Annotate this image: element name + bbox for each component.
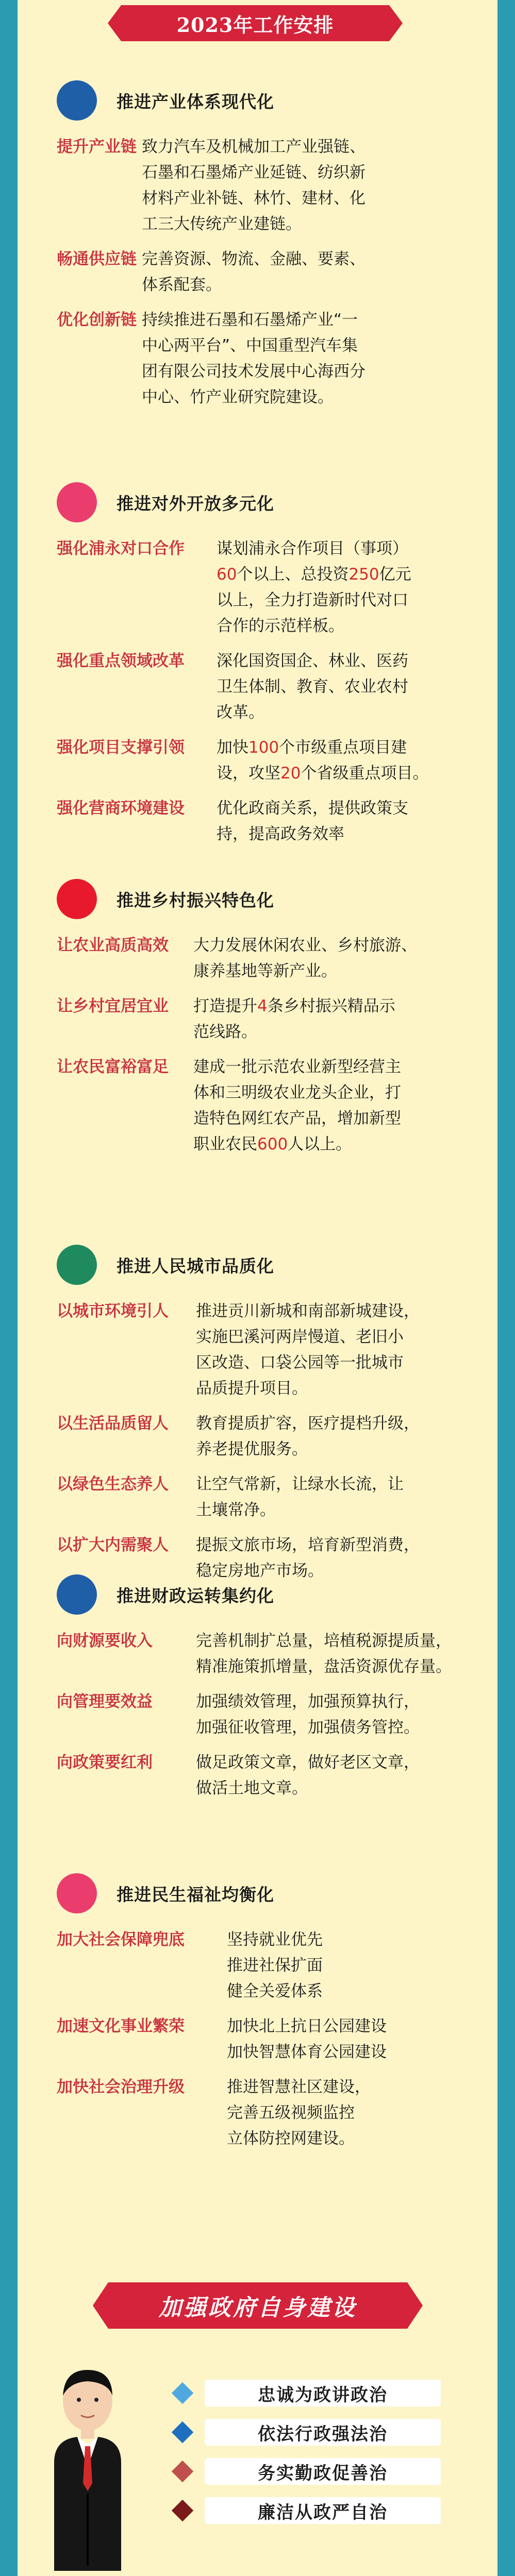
item-line: 加强绩效管理，加强预算执行， [196, 1692, 420, 1711]
section-header [57, 77, 495, 124]
list-item [57, 735, 495, 786]
item-line: 造特色网红农产品，增加新型 [193, 1109, 401, 1128]
circle-icon [57, 482, 97, 522]
highlight-number: 600 [257, 1135, 288, 1154]
diamond-icon [172, 2421, 193, 2443]
item-value [217, 795, 495, 847]
item-line: 设，攻坚20个省级重点项目。 [217, 764, 429, 783]
item-value [142, 246, 495, 298]
item-line: 合作的示范样板。 [217, 617, 344, 635]
item-line: 加强征收管理，加强债务管控。 [196, 1718, 420, 1737]
item-key: 向财源要收入 [57, 1632, 153, 1650]
list-item [57, 246, 495, 298]
highlight-number: 4 [257, 997, 268, 1015]
item-key: 强化项目支撑引领 [57, 738, 185, 757]
item-key: 向管理要效益 [57, 1692, 153, 1711]
item-line: 教育提质扩容，医疗提档升级， [196, 1414, 420, 1433]
item-line: 推进贡川新城和南部新城建设， [196, 1302, 420, 1320]
item-value [196, 1689, 495, 1740]
item-line: 工三大传统产业建链。 [142, 215, 302, 233]
item-key: 以生活品质留人 [57, 1414, 169, 1433]
highlight-number: 20 [280, 764, 301, 783]
page-title: 2023年工作安排 [121, 5, 389, 41]
diamond-icon [172, 2500, 193, 2521]
bullet-label: 忠诚为政讲政治 [205, 2380, 441, 2406]
item-line: 深化国资国企、林业、医药 [217, 652, 408, 670]
item-key: 以绿色生态养人 [57, 1475, 169, 1494]
item-line: 实施巴溪河两岸慢道、老旧小 [196, 1328, 404, 1346]
item-value [227, 2013, 495, 2065]
list-item [57, 933, 495, 984]
item-value [227, 1927, 495, 2004]
item-line: 康养基地等新产业。 [193, 962, 337, 980]
item-line: 建成一批示范农业新型经营主 [193, 1058, 401, 1076]
item-line: 完善五级视频监控 [227, 2104, 355, 2122]
item-key: 以城市环境引人 [57, 1302, 169, 1320]
list-item [57, 1927, 495, 2004]
item-key: 强化营商环境建设 [57, 799, 185, 818]
item-value [217, 648, 495, 725]
highlight-number: 100 [248, 738, 279, 757]
item-line: 区改造、口袋公园等一批城市 [196, 1353, 404, 1372]
item-line: 完善资源、物流、金融、要素、 [142, 250, 366, 268]
item-key: 优化创新链 [57, 311, 137, 329]
section-rows [57, 536, 495, 847]
item-line: 中心两平台”、中国重型汽车集 [142, 336, 358, 355]
item-line: 材料产业补链、林竹、建材、化 [142, 189, 366, 208]
list-item [57, 1750, 495, 1801]
bullet-item [173, 2495, 441, 2526]
item-line: 完善机制扩总量，培植税源提质量， [196, 1632, 452, 1650]
section [57, 1242, 495, 1593]
item-value [227, 2074, 495, 2151]
item-value [196, 1411, 495, 1462]
list-item [57, 1411, 495, 1462]
list-item [57, 993, 495, 1045]
item-line: 推进智慧社区建设， [227, 2078, 371, 2096]
item-line: 范线路。 [193, 1023, 257, 1041]
list-item [57, 648, 495, 725]
item-line: 做活土地文章。 [196, 1779, 308, 1798]
item-key: 加快社会治理升级 [57, 2078, 185, 2096]
item-line: 加快100个市级重点项目建 [217, 738, 407, 757]
item-line: 大力发展休闲农业、乡村旅游、 [193, 936, 417, 955]
item-line: 品质提升项目。 [196, 1379, 308, 1398]
list-item [57, 1298, 495, 1401]
section-header [57, 1870, 495, 1917]
list-item [57, 1628, 495, 1680]
item-line: 提振文旅市场，培育新型消费， [196, 1536, 420, 1554]
section-rows [57, 1628, 495, 1801]
item-key: 加大社会保障兜底 [57, 1930, 185, 1949]
item-value [193, 1054, 495, 1157]
bullet-item [173, 2456, 441, 2487]
item-line: 中心、竹产业研究院建设。 [142, 388, 334, 406]
item-line: 致力汽车及机械加工产业强链、 [142, 138, 366, 156]
highlight-number: 60 [217, 565, 237, 584]
item-key: 加速文化事业繁荣 [57, 2017, 185, 2036]
item-value [142, 134, 495, 237]
item-value [196, 1750, 495, 1801]
section [57, 77, 495, 419]
section-title: 推进产业体系现代化 [117, 91, 274, 112]
item-key: 让农业高质高效 [57, 936, 169, 955]
item-value [196, 1471, 495, 1523]
item-key: 让乡村宜居宜业 [57, 997, 169, 1015]
section-header [57, 479, 495, 526]
item-line: 打造提升4条乡村振兴精品示 [193, 997, 395, 1015]
item-key: 提升产业链 [57, 138, 137, 156]
diamond-icon [172, 2461, 193, 2482]
item-value [142, 307, 495, 410]
section-title: 推进对外开放多元化 [117, 493, 274, 514]
bullet-item [173, 2378, 441, 2409]
section-title: 推进乡村振兴特色化 [117, 890, 274, 910]
item-line: 健全关爱体系 [227, 1982, 323, 2001]
section-header [57, 1242, 495, 1288]
item-line: 持，提高政务效率 [217, 825, 344, 843]
item-line: 团有限公司技术发展中心海西分 [142, 362, 366, 381]
bullet-list [173, 2378, 441, 2534]
item-key: 强化重点领域改革 [57, 652, 185, 670]
bullet-label: 廉洁从政严自治 [205, 2497, 441, 2524]
section-rows [57, 933, 495, 1157]
item-line: 稳定房地产市场。 [196, 1562, 324, 1580]
businessman-icon [49, 2365, 126, 2571]
section-title: 推进民生福祉均衡化 [117, 1884, 274, 1905]
list-item [57, 134, 495, 237]
section-title: 推进人民城市品质化 [117, 1256, 274, 1276]
diamond-icon [172, 2382, 193, 2404]
item-value [217, 735, 495, 786]
circle-icon [57, 1574, 97, 1615]
item-value [193, 993, 495, 1045]
bullet-item [173, 2417, 441, 2448]
item-line: 精准施策抓增量，盘活资源优存量。 [196, 1657, 452, 1676]
item-line: 60个以上、总投资250亿元 [217, 565, 411, 584]
section-rows [57, 1298, 495, 1584]
item-line: 加快智慧体育公园建设 [227, 2043, 387, 2061]
bullet-label: 务实勤政促善治 [205, 2458, 441, 2485]
section [57, 1870, 495, 2161]
section [57, 479, 495, 856]
section-rows [57, 134, 495, 410]
item-value [196, 1298, 495, 1401]
list-item [57, 1054, 495, 1157]
item-line: 持续推进石墨和石墨烯产业“一 [142, 311, 358, 329]
section-rows [57, 1927, 495, 2151]
section [57, 1571, 495, 1810]
item-value [193, 933, 495, 984]
item-line: 让空气常新，让绿水长流，让 [196, 1475, 404, 1494]
list-item [57, 2013, 495, 2065]
item-line: 加快北上抗日公园建设 [227, 2017, 387, 2036]
item-line: 优化政商关系，提供政策支 [217, 799, 408, 818]
item-key: 向政策要红利 [57, 1753, 153, 1772]
circle-icon [57, 879, 97, 919]
item-line: 土壤常净。 [196, 1501, 276, 1519]
list-item [57, 1471, 495, 1523]
list-item [57, 2074, 495, 2151]
item-key: 让农民富裕富足 [57, 1058, 169, 1076]
circle-icon [57, 80, 97, 121]
item-line: 体和三明级农业龙头企业，打 [193, 1083, 401, 1102]
item-line: 谋划浦永合作项目（事项） [217, 539, 408, 558]
circle-icon [57, 1873, 97, 1913]
item-key: 以扩大内需聚人 [57, 1536, 169, 1554]
item-line: 石墨和石墨烯产业延链、纺织新 [142, 163, 366, 182]
circle-icon [57, 1245, 97, 1285]
item-line: 职业农民600人以上。 [193, 1135, 352, 1154]
section-header [57, 1571, 495, 1618]
item-key: 强化浦永对口合作 [57, 539, 185, 558]
item-value [196, 1628, 495, 1680]
item-line: 改革。 [217, 703, 264, 722]
item-line: 养老提优服务。 [196, 1440, 308, 1459]
section-header [57, 876, 495, 922]
item-key: 畅通供应链 [57, 250, 137, 268]
item-line: 卫生体制、教育、农业农村 [217, 677, 408, 696]
item-line: 以上，全力打造新时代对口 [217, 591, 408, 609]
item-line: 立体防控网建设。 [227, 2129, 355, 2148]
bottom-banner: 加强政府自身建设 [108, 2282, 407, 2329]
item-line: 推进社保扩面 [227, 1956, 323, 1975]
list-item [57, 536, 495, 639]
list-item [57, 1689, 495, 1740]
section [57, 876, 495, 1166]
item-value [217, 536, 495, 639]
list-item [57, 795, 495, 847]
bullet-label: 依法行政强法治 [205, 2419, 441, 2446]
list-item [57, 307, 495, 410]
item-line: 做足政策文章，做好老区文章， [196, 1753, 420, 1772]
item-line: 坚持就业优先 [227, 1930, 323, 1949]
highlight-number: 250 [348, 565, 379, 584]
section-title: 推进财政运转集约化 [117, 1585, 274, 1606]
item-line: 体系配套。 [142, 276, 222, 294]
